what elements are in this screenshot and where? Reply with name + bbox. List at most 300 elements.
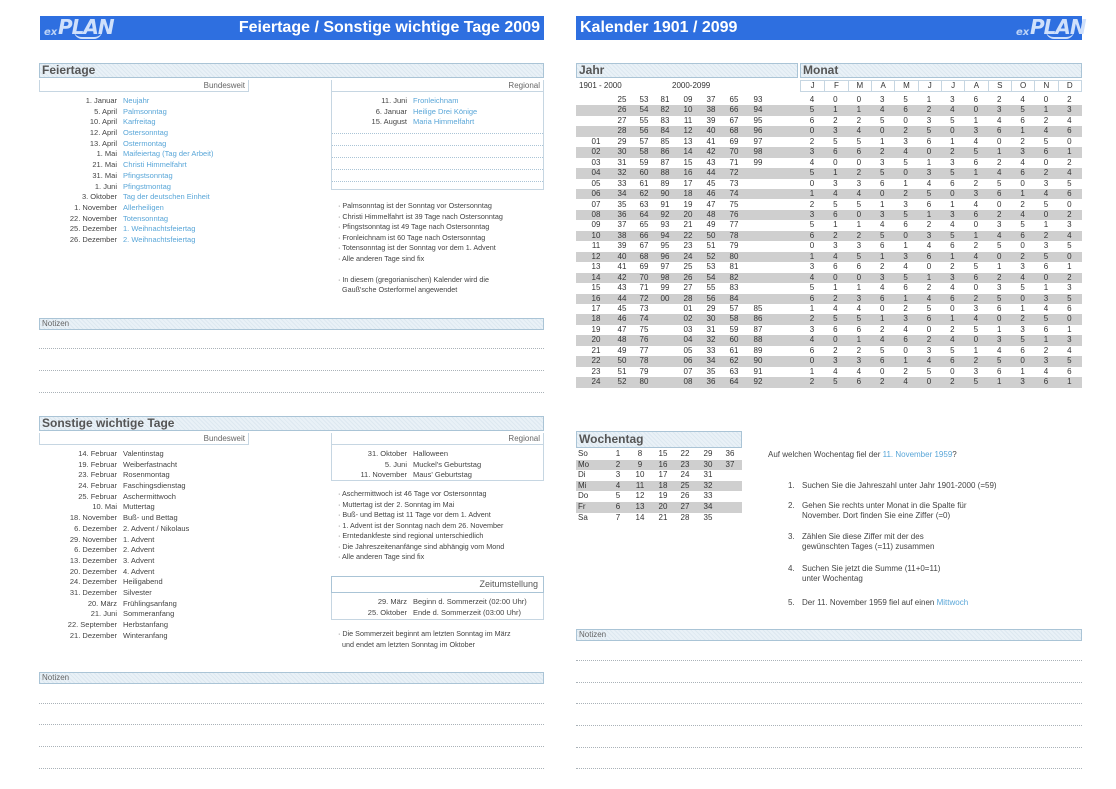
month-cell: 0 [950, 126, 955, 136]
note-text [338, 264, 543, 275]
month-cell: 2 [1043, 230, 1049, 240]
wochentag-grid [576, 449, 742, 524]
month-cell: 4 [1067, 230, 1072, 240]
month-cell: 0 [879, 126, 885, 136]
logo-swoosh-icon [74, 31, 102, 39]
month-cell: 1 [809, 251, 815, 261]
month-cell: 2 [996, 157, 1002, 167]
year-cell: 95 [660, 241, 670, 251]
month-cell: 3 [809, 209, 815, 219]
holiday-date: 11. Juni [381, 96, 407, 105]
table-row [576, 304, 1082, 314]
month-cell: 3 [950, 157, 955, 167]
note-text: · Die Jahreszeitenanfänge sind abhängig vom Mond [338, 541, 505, 551]
month-cell: 3 [1043, 241, 1049, 251]
month-cell: 2 [950, 377, 955, 387]
month-cell: 3 [1043, 178, 1049, 188]
year-cell: 41 [617, 262, 627, 272]
year-cell: 29 [617, 136, 627, 146]
holiday-name: Ende d. Sommerzeit (03:00 Uhr) [413, 607, 521, 617]
month-cell: 4 [833, 189, 838, 199]
month-cell: 4 [1020, 272, 1025, 282]
jahr-header: Jahr [576, 63, 798, 78]
table-row [576, 273, 1082, 283]
month-cell: 4 [996, 345, 1002, 355]
month-cell: 2 [879, 262, 885, 272]
month-cell: 0 [1020, 241, 1025, 251]
year-cell: 54 [706, 272, 716, 282]
year-cell: 06 [591, 189, 601, 199]
year-cell: 41 [706, 136, 716, 146]
note-line [39, 392, 544, 393]
year-cell: 50 [706, 230, 716, 240]
list-item [39, 182, 289, 193]
year-cell: 36 [706, 377, 716, 387]
weekday-label: Sa [578, 512, 588, 522]
month-cell: 6 [1043, 262, 1049, 272]
month-cell: 2 [996, 209, 1002, 219]
list-item [39, 117, 289, 128]
year-cell: 20 [591, 335, 601, 345]
weekday-cell: 4 [615, 480, 621, 490]
month-cell: 4 [926, 178, 932, 188]
holiday-date: 29. März [377, 597, 407, 606]
year-cell: 05 [591, 178, 601, 188]
year-cell: 17 [683, 178, 693, 188]
month-cell: 5 [1020, 335, 1025, 345]
year-cell: 07 [683, 366, 693, 376]
year-cell: 15 [591, 283, 601, 293]
month-cell: 3 [996, 335, 1002, 345]
month-cell: 3 [996, 220, 1002, 230]
month-cell: 0 [903, 115, 908, 125]
month-cell: 6 [856, 147, 862, 157]
sonstige-regional-list [331, 449, 544, 481]
right-page-title: Kalender 1901 / 2099 [580, 19, 738, 36]
weekday-label: Di [578, 470, 586, 480]
holiday-name: Allerheiligen [123, 202, 164, 212]
feiertage-header: Feiertage [39, 63, 544, 78]
month-cell: 3 [1067, 105, 1072, 115]
month-cell: 4 [903, 262, 908, 272]
month-cell: 0 [973, 220, 979, 230]
year-cell: 79 [729, 241, 739, 251]
year-cell: 56 [639, 126, 649, 136]
month-cell: 5 [833, 199, 838, 209]
year-cell: 28 [617, 126, 627, 136]
month-cell: 4 [996, 115, 1002, 125]
month-cell: 6 [996, 189, 1002, 199]
list-item [39, 139, 289, 150]
year-cell: 25 [683, 262, 693, 272]
month-cell: 4 [856, 366, 862, 376]
table-row [576, 95, 1082, 105]
list-item [331, 597, 544, 608]
month-cell: 3 [996, 105, 1002, 115]
year-cell: 55 [639, 115, 649, 125]
holiday-name: Silvester [123, 587, 152, 597]
table-row [576, 137, 1082, 147]
month-cell: 4 [809, 272, 815, 282]
holiday-name: Sommeranfang [123, 609, 175, 619]
month-cell: 5 [809, 168, 815, 178]
month-cell: 2 [809, 136, 815, 146]
list-item [331, 608, 544, 619]
month-cell: 4 [973, 251, 979, 261]
step-text: unter Wochentag [802, 574, 863, 583]
month-cell: 4 [973, 314, 979, 324]
month-cell: 2 [950, 147, 955, 157]
year-cell: 05 [683, 345, 693, 355]
holiday-date: 25. Dezember [69, 224, 117, 234]
year-cell: 69 [729, 136, 739, 146]
list-item [39, 224, 289, 235]
month-cell: 2 [1020, 199, 1025, 209]
month-cell: 2 [1067, 95, 1072, 104]
year-cell: 67 [639, 241, 649, 251]
holiday-name: Beginn d. Sommerzeit (02:00 Uhr) [413, 597, 527, 606]
year-cell: 58 [729, 314, 739, 324]
weekday-label: Mi [578, 480, 587, 490]
month-cell: 3 [879, 209, 885, 219]
month-head: S [988, 81, 1011, 91]
weekday-cell: 20 [658, 502, 668, 511]
month-cell: 2 [809, 377, 815, 387]
table-row [576, 189, 1082, 199]
weekday-cell: 33 [703, 491, 713, 501]
sonstige-header: Sonstige wichtige Tage [39, 416, 544, 431]
month-cell: 6 [833, 324, 838, 334]
month-cell: 4 [926, 241, 932, 251]
year-cell: 14 [683, 147, 693, 157]
month-cell: 2 [973, 241, 979, 251]
year-cell: 23 [683, 241, 693, 251]
year-cell: 06 [683, 356, 693, 366]
month-cell: 5 [833, 136, 838, 146]
note-text: · Buß- und Bettag ist 11 Tage vor dem 1. Advent [338, 510, 491, 519]
table-row [576, 513, 742, 524]
month-cell: 1 [833, 168, 838, 178]
weekday-cell: 37 [725, 459, 735, 469]
year-cell: 67 [729, 115, 739, 125]
step-number: 1. [788, 481, 795, 490]
month-cell: 4 [973, 136, 979, 146]
month-cell: 2 [833, 115, 838, 125]
month-cell: 3 [950, 95, 955, 104]
year-cell: 15 [683, 157, 693, 167]
question: Auf welchen Wochentag fiel der 11. November 1959? [768, 450, 957, 459]
year-cell: 21 [591, 345, 601, 355]
weekday-cell: 14 [635, 512, 645, 522]
weekday-cell: 13 [635, 502, 645, 511]
holiday-name: Halloween [413, 449, 449, 458]
year-cell: 94 [753, 105, 763, 115]
month-cell: 5 [1043, 199, 1049, 209]
weekday-cell: 11 [635, 480, 645, 490]
year-cell: 60 [729, 335, 739, 345]
year-cell: 42 [617, 272, 627, 282]
month-cell: 1 [879, 136, 885, 146]
table-row [576, 325, 1082, 335]
year-cell: 61 [729, 345, 739, 355]
month-cell: 3 [879, 272, 885, 282]
month-cell: 1 [809, 366, 815, 376]
month-cell: 5 [879, 168, 885, 178]
weekday-cell: 3 [615, 470, 621, 480]
year-cell: 18 [591, 314, 601, 324]
month-cell: 4 [926, 356, 932, 366]
month-cell: 6 [950, 178, 955, 188]
holiday-name: Aschermittwoch [123, 491, 176, 501]
holiday-date: 22. September [67, 620, 117, 629]
holiday-name: Maus' Geburtstag [413, 470, 472, 480]
holiday-date: 31. Dezember [69, 587, 117, 597]
year-cell: 25 [617, 95, 627, 104]
year-cell: 01 [683, 304, 693, 313]
month-cell: 6 [1020, 230, 1025, 240]
month-cell: 3 [1020, 377, 1025, 387]
year-cell: 51 [617, 366, 627, 376]
year-cell: 87 [660, 157, 670, 167]
year-cell: 02 [683, 314, 693, 324]
list-item [39, 577, 289, 588]
holiday-date: 25. Oktober [367, 607, 407, 617]
month-cell: 5 [1020, 220, 1025, 230]
month-cell: 5 [950, 230, 955, 240]
weekday-cell: 10 [635, 470, 645, 480]
year-cell: 77 [729, 220, 739, 230]
step-text: November. Dort finden Sie eine Ziffer (=0) [802, 511, 951, 520]
month-cell: 2 [856, 345, 862, 355]
sonstige-bundesweit-label: Bundesweit [39, 433, 249, 445]
month-cell: 0 [950, 366, 955, 376]
month-head: M [848, 81, 871, 91]
holiday-name: Maria Himmelfahrt [413, 117, 475, 127]
holiday-name: Valentinstag [123, 449, 164, 458]
month-cell: 1 [973, 168, 979, 178]
year-cell: 13 [591, 262, 601, 272]
list-item [39, 470, 289, 481]
zeitumstellung-header: Zeitumstellung [331, 576, 544, 593]
month-cell: 3 [809, 147, 815, 157]
month-cell: 0 [856, 209, 862, 219]
list-item [39, 460, 289, 471]
list-item [39, 107, 289, 118]
month-cell: 0 [1020, 356, 1025, 366]
holiday-name: Weiberfastnacht [123, 459, 178, 469]
month-cell: 0 [926, 377, 932, 387]
month-cell: 5 [833, 314, 838, 324]
month-cell: 0 [879, 189, 885, 199]
month-cell: 6 [879, 178, 885, 188]
month-cell: 0 [879, 366, 885, 376]
month-cell: 6 [996, 126, 1002, 136]
month-cell: 5 [903, 95, 908, 104]
month-cell: 0 [809, 126, 815, 136]
holiday-name: Ostersonntag [123, 128, 169, 138]
weekday-cell: 25 [680, 480, 690, 490]
holiday-date: 10. Mai [92, 502, 117, 512]
holiday-name: Neujahr [123, 96, 150, 105]
note-line [39, 768, 544, 769]
holiday-date: 20. März [87, 598, 117, 608]
logo-swoosh-icon [1046, 31, 1074, 39]
weekday-cell: 22 [680, 449, 690, 458]
weekday-cell: 29 [703, 449, 713, 458]
year-cell: 48 [617, 335, 627, 345]
month-cell: 3 [809, 324, 815, 334]
month-cell: 6 [950, 293, 955, 303]
year-cell: 43 [706, 157, 716, 167]
note-text: · Palmsonntag ist der Sonntag vor Ostersonntag [338, 201, 492, 210]
year-cell: 03 [683, 324, 693, 334]
year-cell: 32 [706, 335, 716, 345]
month-cell: 1 [1020, 304, 1025, 313]
month-cell: 1 [1020, 126, 1025, 136]
holiday-date: 29. November [69, 534, 117, 544]
year-cell: 24 [591, 377, 601, 387]
month-cell: 6 [973, 157, 979, 167]
table-row [576, 147, 1082, 157]
month-cell: 6 [833, 262, 838, 272]
month-cell: 1 [926, 209, 932, 219]
note-line [39, 348, 544, 349]
month-cell: 4 [856, 304, 862, 313]
year-cell: 97 [660, 262, 670, 272]
year-cell: 71 [729, 157, 739, 167]
month-cell: 4 [950, 220, 955, 230]
month-cell: 0 [996, 136, 1002, 146]
table-row [576, 460, 742, 471]
month-cell: 5 [903, 157, 908, 167]
month-cell: 0 [809, 178, 815, 188]
month-cell: 5 [926, 126, 932, 136]
table-row [576, 220, 1082, 230]
year-cell: 20 [683, 209, 693, 219]
holiday-date: 21. Juni [90, 609, 117, 619]
step-number: 3. [788, 532, 795, 541]
table-row [576, 314, 1082, 324]
month-cell: 0 [950, 189, 955, 199]
month-cell: 2 [879, 147, 885, 157]
month-cell: 4 [809, 95, 815, 104]
month-cell: 0 [833, 272, 838, 282]
year-cell: 64 [729, 377, 739, 387]
instruction-step [788, 501, 1078, 521]
month-cell: 1 [903, 178, 908, 188]
month-cell: 5 [973, 262, 979, 272]
month-cell: 0 [973, 335, 979, 345]
list-item [331, 460, 544, 471]
instruction-step [788, 481, 1078, 491]
holiday-date: 1. November [74, 202, 117, 212]
month-cell: 2 [856, 230, 862, 240]
month-cell: 3 [856, 293, 862, 303]
year-cell: 58 [639, 147, 649, 157]
year-cell: 64 [639, 209, 649, 219]
month-cell: 3 [1020, 147, 1025, 157]
month-cell: 6 [996, 304, 1002, 313]
note-line [576, 660, 1082, 661]
list-item [39, 449, 289, 460]
range-1901-2000: 1901 - 2000 [579, 81, 622, 90]
weekday-cell: 21 [658, 512, 668, 522]
note-text: · Christi Himmelfahrt ist 39 Tage nach Ostersonntag [338, 211, 503, 221]
list-item [331, 470, 544, 481]
month-cell: 4 [950, 283, 955, 293]
weekday-cell: 2 [615, 459, 621, 469]
month-cell: 4 [903, 324, 908, 334]
month-cell: 1 [1043, 220, 1049, 230]
month-cell: 4 [1043, 126, 1049, 136]
year-cell: 92 [753, 377, 763, 387]
month-cell: 4 [833, 304, 838, 313]
year-cell: 85 [660, 136, 670, 146]
weekday-label: Fr [578, 502, 586, 511]
year-cell: 22 [591, 356, 601, 366]
month-cell: 1 [1043, 335, 1049, 345]
month-cell: 4 [1067, 115, 1072, 125]
month-cell: 4 [1043, 304, 1049, 313]
list-item [39, 588, 289, 599]
month-cell: 2 [903, 189, 908, 199]
month-head: D [1058, 81, 1081, 91]
year-cell: 57 [729, 304, 739, 313]
year-cell: 82 [729, 272, 739, 282]
month-cell: 6 [926, 199, 932, 209]
instruction-step [788, 564, 1078, 584]
weekday-cell: 8 [637, 449, 643, 458]
month-cell: 4 [903, 377, 908, 387]
weekday-label: Mo [578, 459, 590, 469]
weekday-cell: 26 [680, 491, 690, 501]
month-cell: 6 [809, 293, 815, 303]
year-cell: 59 [729, 324, 739, 334]
month-cell: 4 [950, 105, 955, 115]
month-cell: 6 [926, 251, 932, 261]
year-cell: 38 [617, 230, 627, 240]
month-cell: 1 [950, 314, 955, 324]
month-cell: 1 [879, 251, 885, 261]
year-cell: 78 [639, 356, 649, 366]
weekday-cell: 17 [658, 470, 668, 480]
notizen-header-1: Notizen [39, 318, 544, 330]
month-cell: 1 [950, 199, 955, 209]
month-cell: 0 [809, 241, 815, 251]
month-cell: 3 [833, 178, 838, 188]
year-cell: 88 [660, 168, 670, 178]
year-cell: 59 [639, 157, 649, 167]
month-cell: 2 [833, 293, 838, 303]
year-cell: 04 [591, 168, 601, 178]
month-cell: 3 [1043, 356, 1049, 366]
table-row [576, 367, 1082, 377]
month-cell: 1 [926, 272, 932, 282]
weekday-cell: 23 [680, 459, 690, 469]
month-cell: 3 [833, 241, 838, 251]
month-cell: 0 [856, 272, 862, 282]
note-text: · Fronleichnam ist 60 Tage nach Ostersonntag [338, 232, 486, 242]
year-cell: 88 [753, 335, 763, 345]
month-cell: 4 [856, 126, 862, 136]
year-cell: 17 [591, 304, 601, 313]
year-cell: 72 [639, 293, 649, 303]
weekday-cell: 36 [725, 449, 735, 458]
month-head: O [1011, 81, 1034, 91]
year-cell: 44 [706, 168, 716, 178]
month-cell: 5 [950, 345, 955, 355]
holiday-name: Karfreitag [123, 117, 156, 127]
